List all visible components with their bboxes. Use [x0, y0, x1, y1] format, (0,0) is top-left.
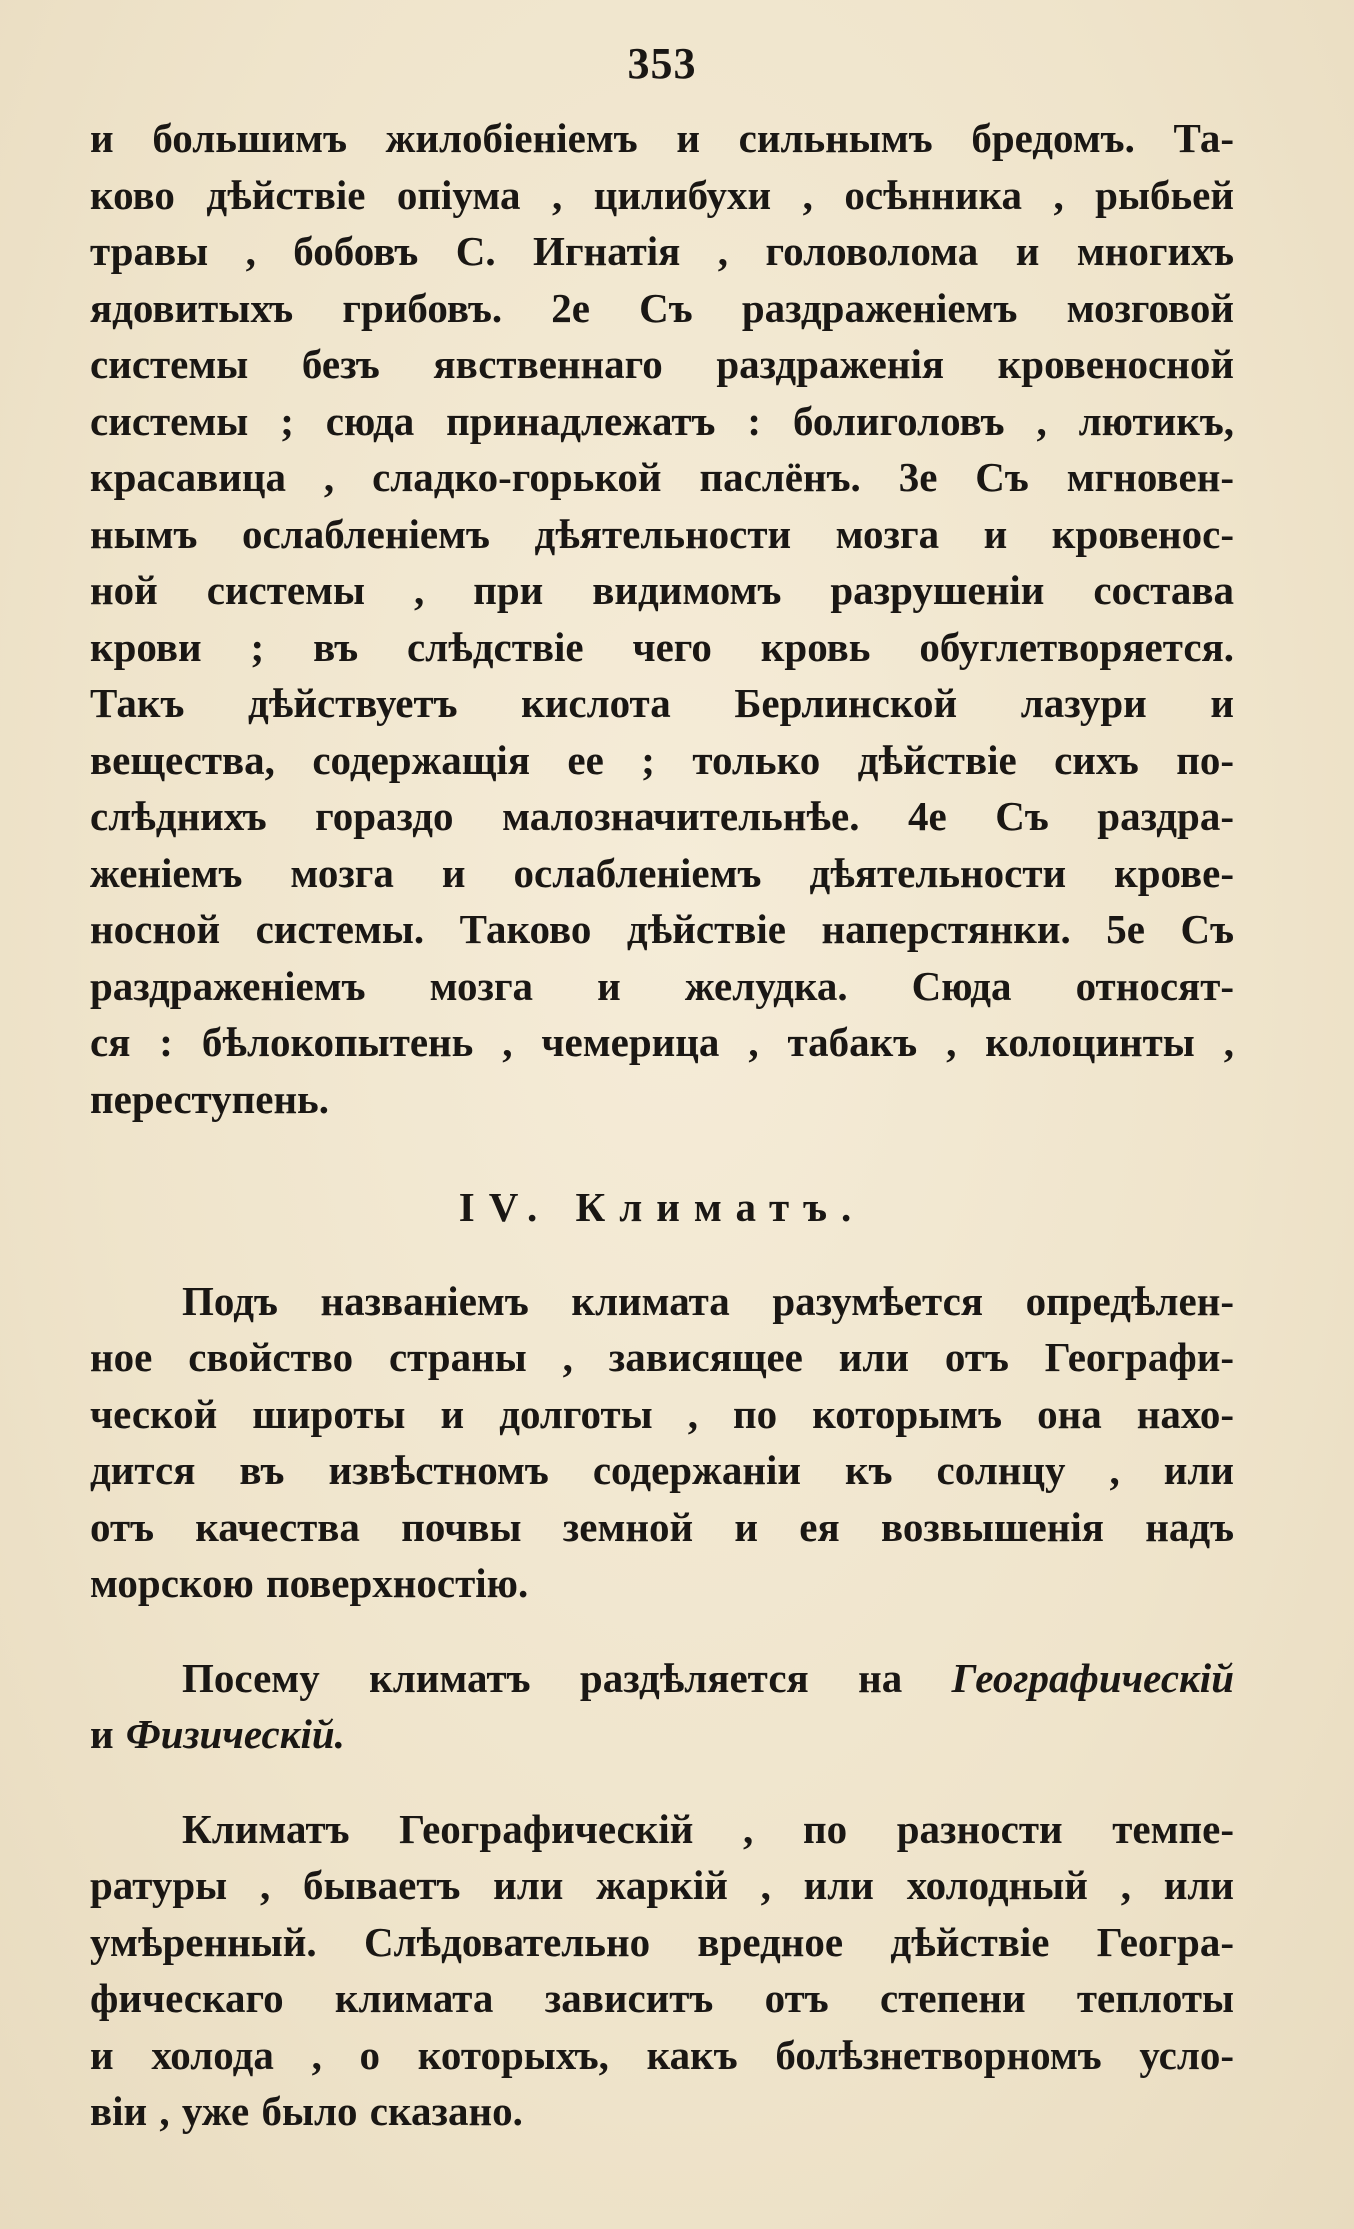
text-line: морскою поверхностію.: [90, 1560, 529, 1607]
text-line: переступень.: [90, 1075, 329, 1122]
text-line: ся : бѣлокопытень , чемерица , табакъ , колоцинты ,: [90, 1019, 1234, 1066]
italic-term: Географическій: [951, 1654, 1234, 1701]
text-line: умѣренный. Слѣдовательно вредное дѣйствіе Геогра-: [90, 1918, 1234, 1965]
text-line: слѣднихъ гораздо малозначительнѣе. 4е Съ раздра-: [90, 793, 1234, 840]
text-run: и: [90, 1711, 126, 1758]
italic-term: Физическій.: [125, 1711, 345, 1758]
top-paragraph: [90, 110, 1234, 1127]
text-line: нымъ ослабленіемъ дѣятельности мозга и кровенос-: [90, 510, 1234, 557]
text-line: ядовитыхъ грибовъ. 2е Съ раздраженіемъ мозговой: [90, 284, 1234, 331]
text-line: [90, 1650, 1234, 1707]
text-line: Такъ дѣйствуетъ кислота Берлинской лазури и: [90, 680, 1234, 727]
text-line: и холода , о которыхъ, какъ болѣзнетворномъ усло-: [90, 2031, 1234, 2078]
text-line: женіемъ мозга и ослабленіемъ дѣятельности крове-: [90, 849, 1234, 896]
text-line: дится въ извѣстномъ содержаніи къ солнцу , или: [90, 1447, 1234, 1494]
text-line: крови ; въ слѣдствіе чего кровь обуглетворяется.: [90, 623, 1234, 670]
text-line: ное свойство страны , зависящее или отъ Географи-: [90, 1334, 1234, 1381]
text-line: и большимъ жилобіеніемъ и сильнымъ бредомъ. Та-: [90, 115, 1234, 162]
paragraph-1: [90, 1273, 1234, 1612]
text-line: отъ качества почвы земной и ея возвышенія надъ: [90, 1503, 1234, 1550]
text-line: ческой широты и долготы , по которымъ она нахо-: [90, 1390, 1234, 1437]
paragraph-3: [90, 1801, 1234, 2140]
text-line: системы безъ явственнаго раздраженія кровеносной: [90, 341, 1234, 388]
text-line: системы ; сюда принадлежатъ : болиголовъ , лютикъ,: [90, 397, 1234, 444]
text-line: ково дѣйствіе опіума , цилибухи , осѣнника , рыбьей: [90, 171, 1234, 218]
text-line: красавица , сладко-горькой паслёнъ. 3е Съ мгновен-: [90, 454, 1234, 501]
text-line: Подъ названіемъ климата разумѣется опредѣлен-: [182, 1277, 1234, 1324]
page-number: 353: [627, 39, 697, 88]
text-line: віи , уже было сказано.: [90, 2088, 523, 2135]
text-run: Посему климатъ раздѣляется на: [182, 1654, 952, 1701]
text-line: вещества, содержащія ее ; только дѣйствіе сихъ по-: [90, 736, 1234, 783]
text-line: фическаго климата зависитъ отъ степени теплоты: [90, 1975, 1234, 2022]
text-line: травы , бобовъ С. Игнатія , головолома и многихъ: [90, 228, 1234, 275]
text-line: ратуры , бываетъ или жаркій , или холодный , или: [90, 1862, 1234, 1909]
text-line: носной системы. Таково дѣйствіе наперстянки. 5е Съ: [90, 906, 1234, 953]
text-line: ной системы , при видимомъ разрушеніи состава: [90, 567, 1234, 614]
text-line: Климатъ Географическій , по разности темпе-: [182, 1805, 1234, 1852]
text-line: раздраженіемъ мозга и желудка. Сюда относят-: [90, 962, 1234, 1009]
paragraph-2: [90, 1650, 1234, 1763]
section-heading: IV. Климатъ.: [458, 1184, 866, 1231]
text-line: [90, 1706, 1234, 1763]
